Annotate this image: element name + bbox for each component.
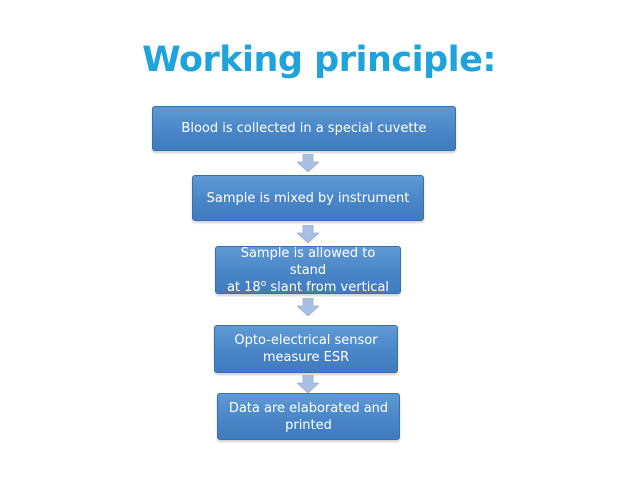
down-arrow-icon	[297, 154, 319, 172]
flow-step-5	[217, 393, 400, 440]
page-title: Working principle:	[142, 40, 496, 80]
flow-step-4-line2: measure ESR	[262, 350, 350, 365]
down-arrow-icon	[297, 298, 319, 316]
flow-step-2-text: Sample is mixed by instrument	[206, 190, 410, 206]
flow-step-4	[214, 325, 398, 373]
flow-step-2	[192, 175, 424, 221]
flow-step-1	[152, 106, 456, 151]
flow-step-5-line2: printed	[285, 417, 332, 433]
flow-step-3	[215, 246, 401, 294]
down-arrow-icon	[297, 225, 319, 243]
flow-step-1-text: Blood is collected in a special cuvette	[181, 121, 427, 136]
down-arrow-icon	[297, 375, 319, 393]
flow-step-3-line1: Sample is allowed to stand	[240, 245, 376, 278]
flow-step-4-line1: Opto-electrical sensor	[234, 333, 378, 348]
flow-step-3-line2: at 18$^o$ slant from vertical	[226, 278, 390, 295]
flow-step-5-line1: Data are elaborated and	[228, 400, 389, 416]
